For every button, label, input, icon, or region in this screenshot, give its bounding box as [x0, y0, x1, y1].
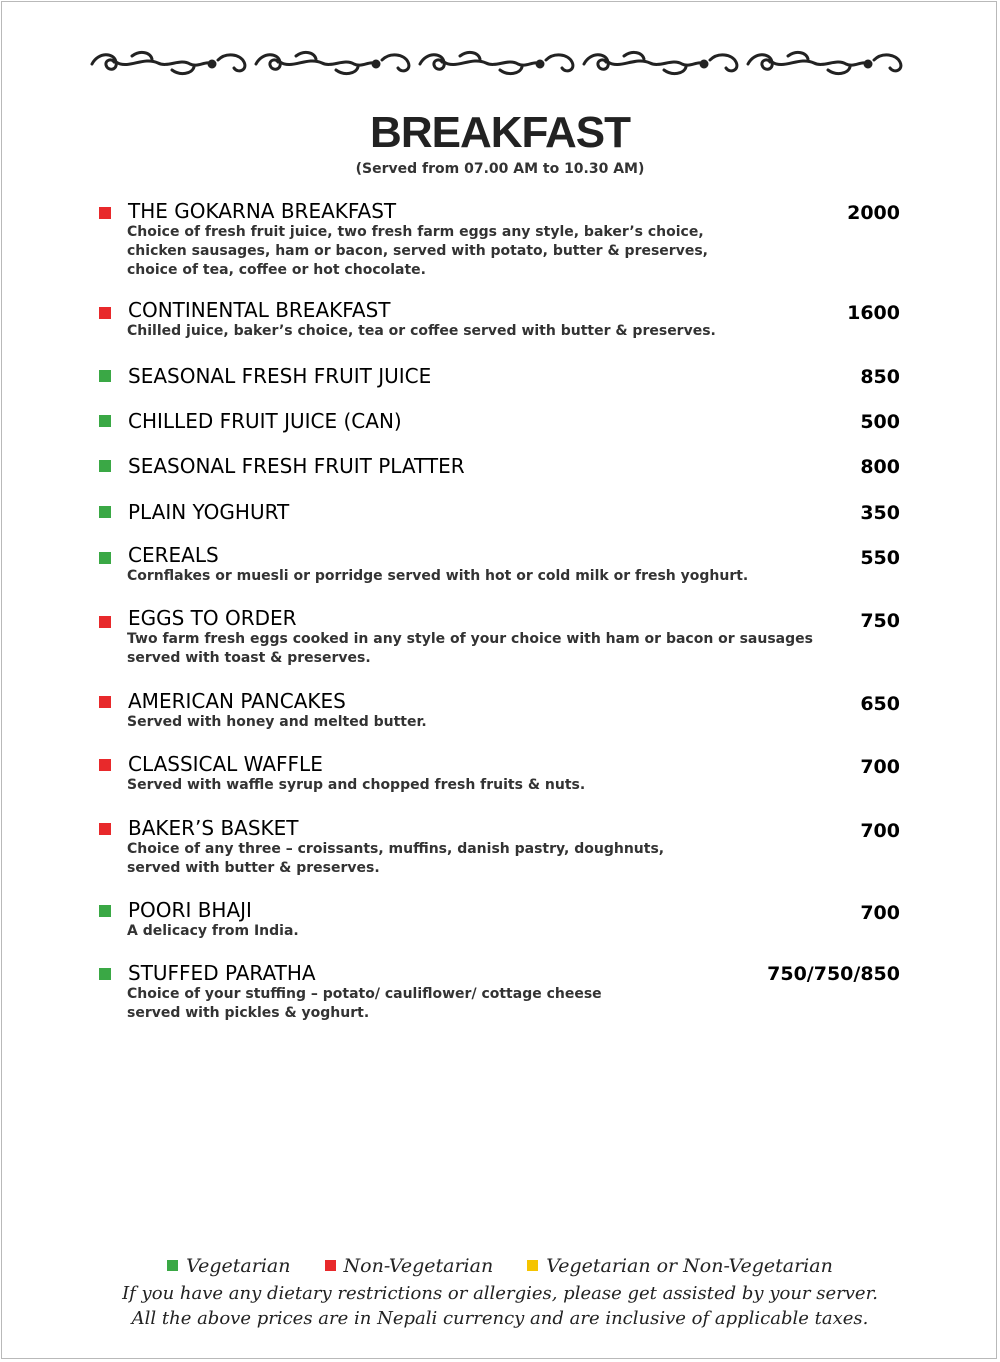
- item-description: A delicacy from India.: [127, 923, 299, 939]
- item-name: EGGS TO ORDER: [128, 606, 297, 630]
- item-name: STUFFED PARATHA: [128, 961, 316, 985]
- either-square-icon: [527, 1260, 538, 1271]
- item-price: 2000: [847, 202, 900, 224]
- legend-vegetarian: [167, 1255, 290, 1277]
- item-name: POORI BHAJI: [128, 898, 252, 922]
- item-price: 350: [860, 502, 900, 524]
- item-description: Choice of any three – croissants, muffins, danish pastry, doughnuts, served with butter & preserves.: [127, 841, 665, 876]
- item-price: 700: [860, 756, 900, 778]
- item-description: Chilled juice, baker’s choice, tea or coffee served with butter & preserves.: [127, 323, 716, 339]
- diet-marker-icon: [99, 968, 111, 980]
- legend-non-vegetarian: [325, 1255, 494, 1277]
- diet-marker-icon: [99, 307, 111, 319]
- non-veg-square-icon: [325, 1260, 336, 1271]
- veg-square-icon: [167, 1260, 178, 1271]
- item-price: 550: [860, 547, 900, 569]
- item-description: Choice of your stuffing – potato/ cauliflower/ cottage cheese served with pickles & yoghurt.: [127, 986, 602, 1021]
- item-price: 750/750/850: [767, 963, 900, 985]
- diet-marker-icon: [99, 759, 111, 771]
- legend-label: Non-Vegetarian: [343, 1255, 494, 1277]
- item-description: Served with waffle syrup and chopped fresh fruits & nuts.: [127, 777, 586, 793]
- serving-hours: (Served from 07.00 AM to 10.30 AM): [355, 161, 645, 177]
- diet-marker-icon: [99, 207, 111, 219]
- item-name: AMERICAN PANCAKES: [128, 689, 346, 713]
- item-description: Choice of fresh fruit juice, two fresh farm eggs any style, baker’s choice, chicken sausages, ham or bacon, served with potato, butter & preserves, choice of tea, coffee or hot chocolate.: [127, 224, 708, 278]
- decorative-border-ornament: [88, 46, 910, 80]
- allergy-note: If you have any dietary restrictions or allergies, please get assisted by your server.: [122, 1283, 878, 1304]
- item-name: SEASONAL FRESH FRUIT PLATTER: [128, 454, 465, 478]
- item-name: CEREALS: [128, 543, 219, 567]
- item-price: 800: [860, 456, 900, 478]
- diet-marker-icon: [99, 370, 111, 382]
- item-price: 850: [860, 366, 900, 388]
- legend-label: Vegetarian: [186, 1255, 291, 1277]
- item-price: 700: [860, 902, 900, 924]
- legend-label: Vegetarian or Non-Vegetarian: [546, 1255, 833, 1277]
- item-price: 500: [860, 411, 900, 433]
- item-name: BAKER’S BASKET: [128, 816, 299, 840]
- item-name: CONTINENTAL BREAKFAST: [128, 298, 391, 322]
- item-description: Served with honey and melted butter.: [127, 714, 427, 730]
- item-description: Cornflakes or muesli or porridge served with hot or cold milk or fresh yoghurt.: [127, 568, 749, 584]
- item-description: Two farm fresh eggs cooked in any style of your choice with ham or bacon or sausages served with toast & preserves.: [127, 631, 813, 666]
- diet-marker-icon: [99, 415, 111, 427]
- diet-marker-icon: [99, 460, 111, 472]
- item-name: SEASONAL FRESH FRUIT JUICE: [128, 364, 432, 388]
- menu-title: BREAKFAST: [370, 108, 630, 157]
- item-price: 650: [860, 693, 900, 715]
- diet-marker-icon: [99, 552, 111, 564]
- item-price: 1600: [847, 302, 900, 324]
- legend-either: [527, 1255, 833, 1277]
- price-note: All the above prices are in Nepali currency and are inclusive of applicable taxes.: [131, 1308, 869, 1329]
- diet-marker-icon: [99, 616, 111, 628]
- diet-marker-icon: [99, 905, 111, 917]
- diet-marker-icon: [99, 696, 111, 708]
- item-price: 750: [860, 610, 900, 632]
- item-name: CHILLED FRUIT JUICE (CAN): [128, 409, 402, 433]
- item-price: 700: [860, 820, 900, 842]
- item-name: CLASSICAL WAFFLE: [128, 752, 323, 776]
- diet-legend: [0, 1255, 1000, 1277]
- item-name: PLAIN YOGHURT: [128, 500, 290, 524]
- item-name: THE GOKARNA BREAKFAST: [128, 199, 397, 223]
- diet-marker-icon: [99, 506, 111, 518]
- diet-marker-icon: [99, 823, 111, 835]
